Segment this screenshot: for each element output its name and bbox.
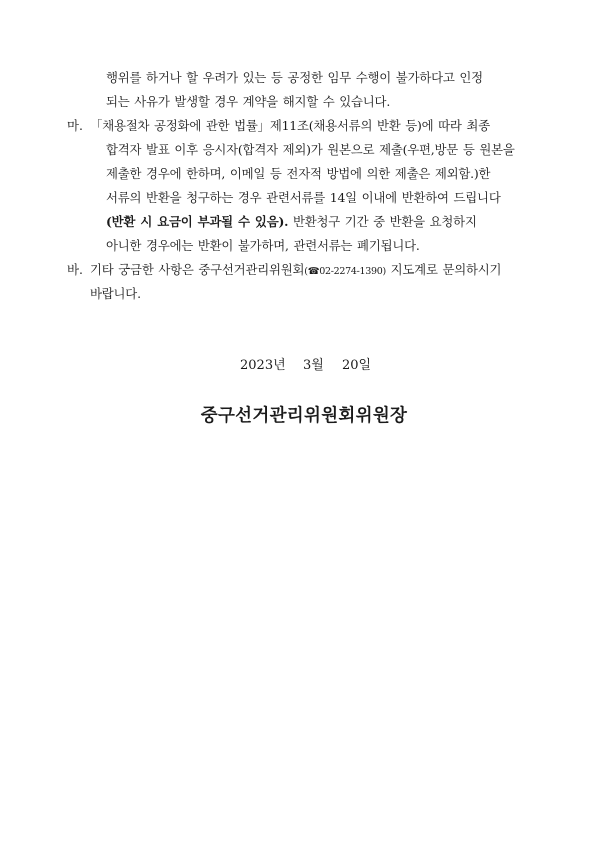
signer-title: 중구선거관리위원회위원장 bbox=[200, 406, 408, 426]
item-ma-line-3: 제출한 경우에 한하며, 이메일 등 전자적 방법에 의한 제출은 제외함.)한 bbox=[106, 166, 491, 181]
item-ba-line-1-start: 기타 궁금한 사항은 중구선거관리위원회 bbox=[90, 262, 305, 277]
item-ma-line-1: 「채용절차 공정화에 관한 법률」제11조(채용서류의 반환 등)에 따라 최종 bbox=[90, 118, 490, 133]
date-year: 2023년 bbox=[240, 358, 286, 373]
item-ba-line-1 bbox=[90, 262, 501, 280]
refund-fee-notice: (반환 시 요금이 부과될 수 있음). bbox=[106, 214, 289, 229]
date-day: 20일 bbox=[342, 358, 372, 373]
item-ba-line-2: 바랍니다. bbox=[90, 286, 141, 301]
phone-number: (☎02-2274-1390) bbox=[304, 266, 386, 277]
item-ma-line-5-rest: 반환청구 기간 중 반환을 요청하지 bbox=[288, 214, 477, 229]
item-continuation-line-1: 행위를 하거나 할 우려가 있는 등 공정한 임무 수행이 불가하다고 인정 bbox=[106, 70, 483, 85]
date-month: 3월 bbox=[303, 358, 324, 373]
item-ma-line-6: 아니한 경우에는 반환이 불가하며, 관련서류는 폐기됩니다. bbox=[106, 238, 420, 253]
item-ba-label: 바. bbox=[67, 262, 83, 277]
item-continuation-line-2: 되는 사유가 발생할 경우 계약을 해지할 수 있습니다. bbox=[106, 94, 391, 109]
item-ba-line-1-end: 지도계로 문의하시기 bbox=[385, 262, 502, 277]
item-ma-line-2: 합격자 발표 이후 응시자(합격자 제외)가 원본으로 제출(우편,방문 등 원본을 bbox=[106, 142, 515, 157]
item-ma-line-5 bbox=[106, 214, 477, 230]
item-ma-label: 마. bbox=[67, 118, 83, 133]
item-ma-line-4: 서류의 반환을 청구하는 경우 관련서류를 14일 이내에 반환하여 드립니다 bbox=[106, 190, 501, 205]
